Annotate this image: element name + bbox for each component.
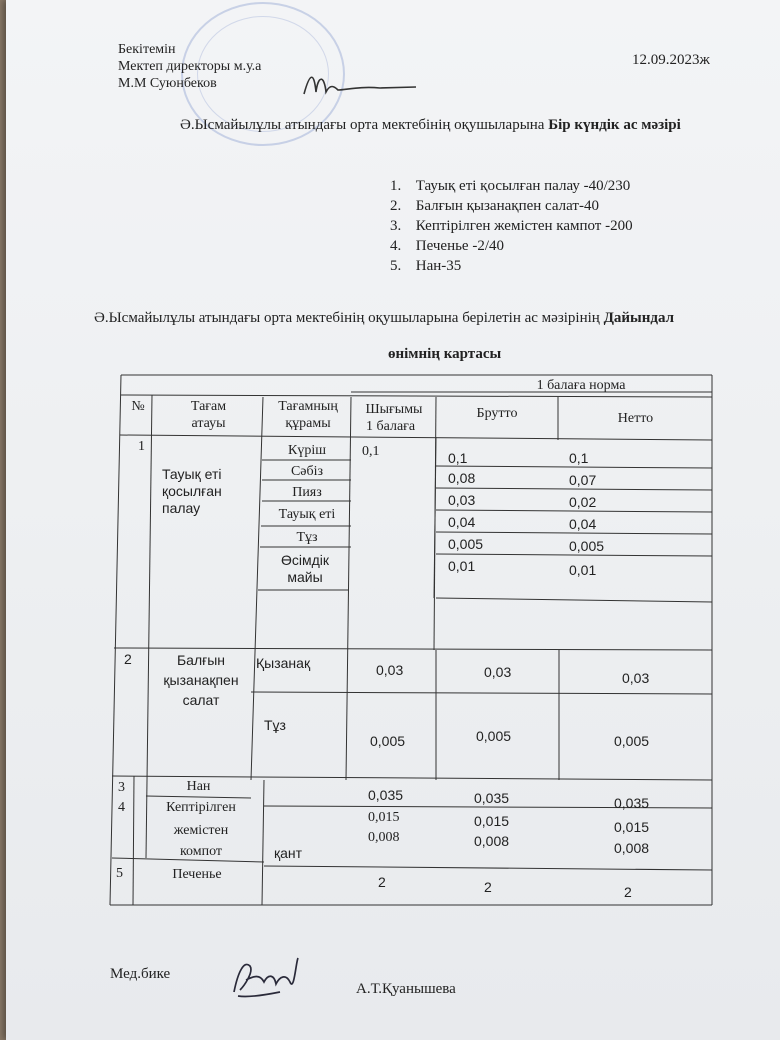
row1-comp-onion: Пияз [292,485,322,500]
row2-dish-1: Балғын [176,652,226,668]
row4-netto-2: 0,008 [614,840,650,856]
approval-line-3: М.М Суюнбеков [118,76,217,91]
product-card-table-grid [6,0,780,1040]
row1-netto-onion: 0,02 [569,494,597,510]
header-out-2: 1 балаға [366,419,416,434]
header-out-1: Шығымы [365,402,423,417]
header-brutto: Брутто [476,406,518,421]
row1-brutto-carrot: 0,08 [448,470,476,486]
row2-netto-tomato: 0,03 [622,670,650,686]
footer-role: Мед.бике [110,966,171,982]
row4-dish-1: Кептірілген [166,800,236,815]
row4-num: 4 [118,800,125,815]
menu-title: Ә.Ысмайылұлы атындағы орта мектебінің оқушыларына Бір күндік ас мәзірі [180,117,681,133]
row1-comp-carrot: Сәбіз [290,464,324,479]
menu-item: 3. Кептірілген жемістен кампот -200 [390,218,633,234]
row5-dish: Печенье [172,867,222,882]
row4-comp-sugar: қант [274,845,303,861]
row3-num: 3 [118,780,125,795]
row1-brutto-salt: 0,005 [448,536,484,552]
nurse-signature [220,952,310,1002]
row1-num: 1 [138,439,145,454]
row2-dish-2: қызанақпен [163,672,239,688]
row1-dish-2: қосылған [162,483,222,499]
card-title-line-2: өнімнің картасы [388,346,502,362]
row1-netto-chicken: 0,04 [569,516,597,532]
row1-brutto-oil: 0,01 [448,558,476,574]
row1-brutto-rice: 0,1 [448,450,468,466]
row2-comp-tomato: Қызанақ [256,655,311,671]
row2-out-tomato: 0,03 [376,662,404,678]
row1-comp-salt: Тұз [296,530,318,545]
header-netto: Нетто [617,411,654,426]
row3-dish: Нан [186,779,211,794]
row1-netto-oil: 0,01 [569,562,597,578]
row3-netto: 0,035 [614,795,650,811]
approval-line-1: Бекітемін [118,42,176,57]
header-dish-1: Тағам [190,399,227,414]
row1-netto-rice: 0,1 [569,450,589,466]
row1-brutto-onion: 0,03 [448,492,476,508]
row5-brutto: 2 [484,879,492,895]
menu-item: 4. Печенье -2/40 [390,238,505,254]
header-num: № [131,399,145,414]
row2-comp-salt: Тұз [264,717,286,733]
row3-brutto: 0,035 [474,790,510,806]
row2-dish-3: салат [182,692,220,708]
row4-netto-1: 0,015 [614,819,650,835]
row1-comp-oil-1: Өсімдік [280,552,330,568]
row2-out-salt: 0,005 [370,733,406,749]
menu-item: 5. Нан-35 [390,258,462,274]
row1-out: 0,1 [362,444,380,459]
menu-item: 1. Тауық еті қосылған палау -40/230 [390,178,631,194]
row3-out: 0,035 [368,787,404,803]
row2-brutto-salt: 0,005 [476,728,512,744]
row4-brutto-1: 0,015 [474,813,510,829]
row1-comp-oil-2: майы [287,569,323,585]
row1-comp-chicken: Тауық еті [278,507,336,522]
row1-brutto-chicken: 0,04 [448,514,476,530]
approval-date: 12.09.2023ж [632,52,710,68]
row1-dish-1: Тауық еті [162,466,222,482]
row4-dish-2: жемістен [173,823,229,838]
row4-dish-3: компот [179,844,223,859]
row1-dish-3: палау [162,500,201,516]
row2-brutto-tomato: 0,03 [484,664,512,680]
row5-netto: 2 [624,884,632,900]
card-title: Ә.Ысмайылұлы атындағы орта мектебінің оқушыларына берілетін ас мәзірінің Дайындал [94,310,675,326]
row1-comp-rice: Күріш [287,443,326,458]
header-comp-1: Тағамның [278,399,338,414]
header-comp-2: құрамы [285,416,331,431]
footer-name: А.Т.Қуанышева [356,981,456,997]
row5-num: 5 [116,866,123,881]
row5-out: 2 [378,874,386,890]
header-dish-2: атауы [191,416,226,431]
document-sheet [6,0,780,1040]
row4-out-2: 0,008 [368,830,400,845]
menu-item: 2. Балғын қызанақпен салат-40 [390,198,599,214]
row2-num: 2 [124,651,132,667]
row1-netto-carrot: 0,07 [569,472,597,488]
row4-brutto-2: 0,008 [474,833,510,849]
row1-netto-salt: 0,005 [569,538,605,554]
header-norm: 1 балаға норма [536,378,626,393]
approval-line-2: Мектеп директоры м.у.а [118,59,262,74]
row4-out-1: 0,015 [368,810,400,825]
row2-netto-salt: 0,005 [614,733,650,749]
